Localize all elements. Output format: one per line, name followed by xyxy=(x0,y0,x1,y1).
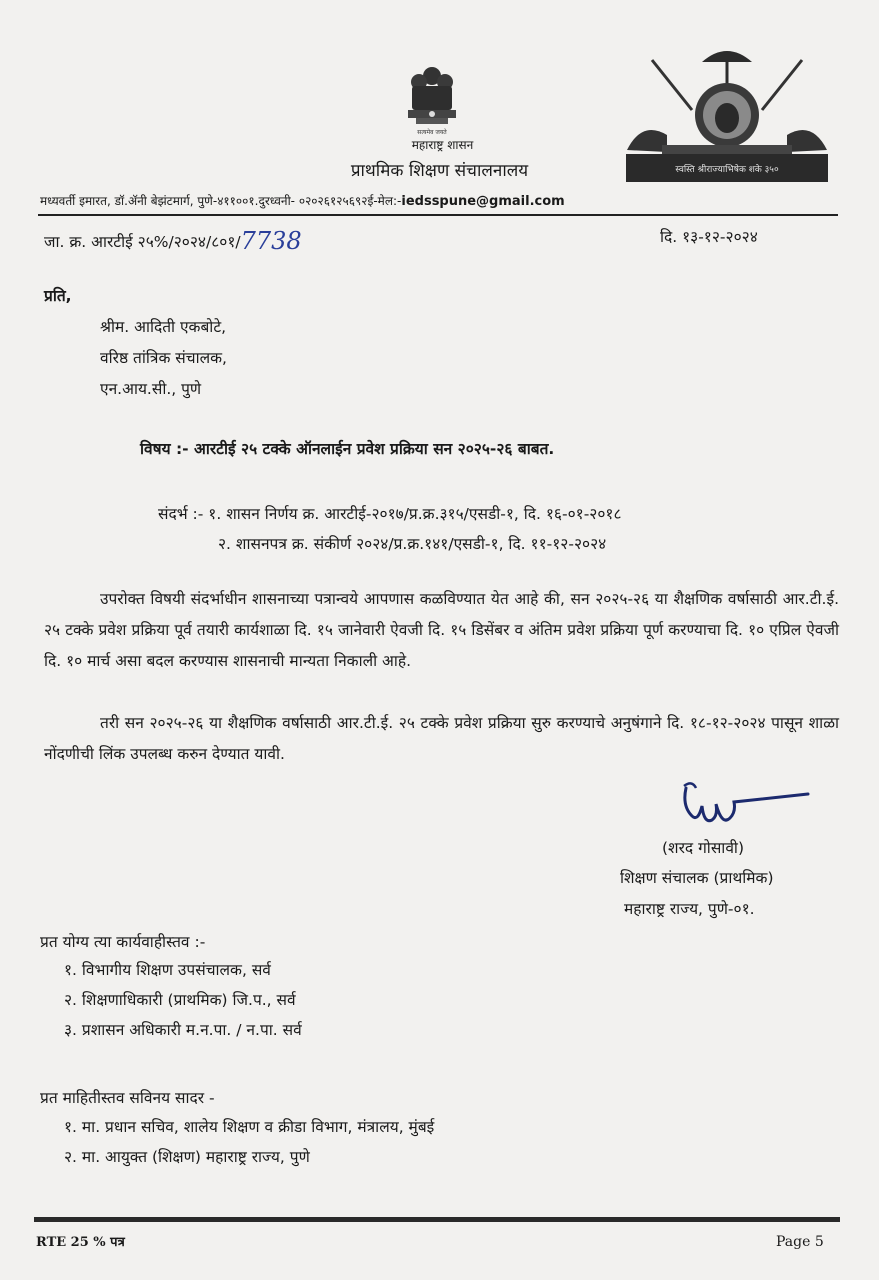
government-name: महाराष्ट्र शासन xyxy=(411,138,474,152)
body-paragraph-1: उपरोक्त विषयी संदर्भाधीन शासनाच्या पत्रान्वये आपणास कळविण्यात येत आहे की, सन २०२५-२६ या शैक्षणिक वर्षासाठी आर.टी.ई. २५ टक्के प्रवेश प्रक्रिया पूर्व तयारी कार्यशाळा दि. १५ जानेवारी ऐवजी दि. १५ डिसेंबर व अंतिम प्रवेश प्रक्रिया पूर्ण करण्याचा दि. १० एप्रिल ऐवजी दि. १० मार्च असा बदल करण्यास शासनाची मान्यता निकाली आहे. xyxy=(44,590,839,670)
office-address xyxy=(40,192,565,209)
letter-subject: विषय :- आरटीई २५ टक्के ऑनलाईन प्रवेश प्रक्रिया सन २०२५-२६ बाबत. xyxy=(140,440,555,458)
signature-icon xyxy=(678,776,818,836)
copy-info-item: २. मा. आयुक्त (शिक्षण) महाराष्ट्र राज्य, पुणे xyxy=(64,1148,310,1166)
header-divider xyxy=(38,214,838,216)
copy-info-item: १. मा. प्रधान सचिव, शालेय शिक्षण व क्रीडा विभाग, मंत्रालय, मुंबई xyxy=(64,1118,435,1136)
copy-action-item: १. विभागीय शिक्षण उपसंचालक, सर्व xyxy=(64,961,271,979)
page-number: Page 5 xyxy=(776,1234,824,1250)
ashoka-emblem-icon xyxy=(402,64,462,136)
signatory-place: महाराष्ट्र राज्य, पुणे-०१. xyxy=(624,900,755,918)
letter-date: दि. १३-१२-२०२४ xyxy=(660,228,758,246)
copy-action-item: ३. प्रशासन अधिकारी म.न.पा. / न.पा. सर्व xyxy=(64,1021,302,1039)
reference-1: संदर्भ :- १. शासन निर्णय क्र. आरटीई-२०१७/प्र.क्र.३१५/एसडी-१, दि. १६-०१-२०१८ xyxy=(158,505,622,523)
copy-action-item: २. शिक्षणाधिकारी (प्राथमिक) जि.प., सर्व xyxy=(64,991,296,1009)
signatory-title: शिक्षण संचालक (प्राथमिक) xyxy=(620,869,774,887)
signatory-name: (शरद गोसावी) xyxy=(662,839,744,857)
body-paragraph-2: तरी सन २०२५-२६ या शैक्षणिक वर्षासाठी आर.टी.ई. २५ टक्के प्रवेश प्रक्रिया सुरु करण्याचे अनुषंगाने दि. १८-१२-२०२४ पासून शाळा नोंदणीची लिंक उपलब्ध करुन देण्यात यावी. xyxy=(44,714,839,763)
crest-caption: स्वस्ति श्रीराज्याभिषेक शके ३५० xyxy=(675,165,779,175)
reference-2: २. शासनपत्र क्र. संकीर्ण २०२४/प्र.क्र.१४१/एसडी-१, दि. ११-१२-२०२४ xyxy=(218,535,607,553)
email-address: iedsspune@gmail.com xyxy=(401,194,565,209)
reference-number-printed: जा. क्र. आरटीई २५%/२०२४/८०१/ xyxy=(44,233,241,251)
department-name: प्राथमिक शिक्षण संचालनालय xyxy=(350,161,529,181)
address-text: मध्यवर्ती इमारत, डॉ.ॲनी बेझंटमार्ग, पुणे-४११००१.दुरध्वनी- ०२०२६१२५६९२ई-मेल:- xyxy=(40,194,402,208)
footer-divider xyxy=(34,1217,840,1222)
footer-label: RTE 25 % पत्र xyxy=(36,1235,125,1250)
recipient-designation: वरिष्ठ तांत्रिक संचालक, xyxy=(100,349,227,367)
reference-number xyxy=(44,225,302,253)
recipient-name: श्रीम. आदिती एकबोटे, xyxy=(100,318,227,336)
copy-action-heading: प्रत योग्य त्या कार्यवाहीस्तव :- xyxy=(40,933,206,951)
recipient-office: एन.आय.सी., पुणे xyxy=(100,380,202,398)
emblem-caption: सत्यमेव जयते xyxy=(417,129,447,136)
reference-number-handwritten: 7738 xyxy=(240,227,302,255)
copy-info-heading: प्रत माहितीस्तव सविनय सादर - xyxy=(40,1089,215,1107)
recipient-salutation: प्रति, xyxy=(44,287,72,305)
